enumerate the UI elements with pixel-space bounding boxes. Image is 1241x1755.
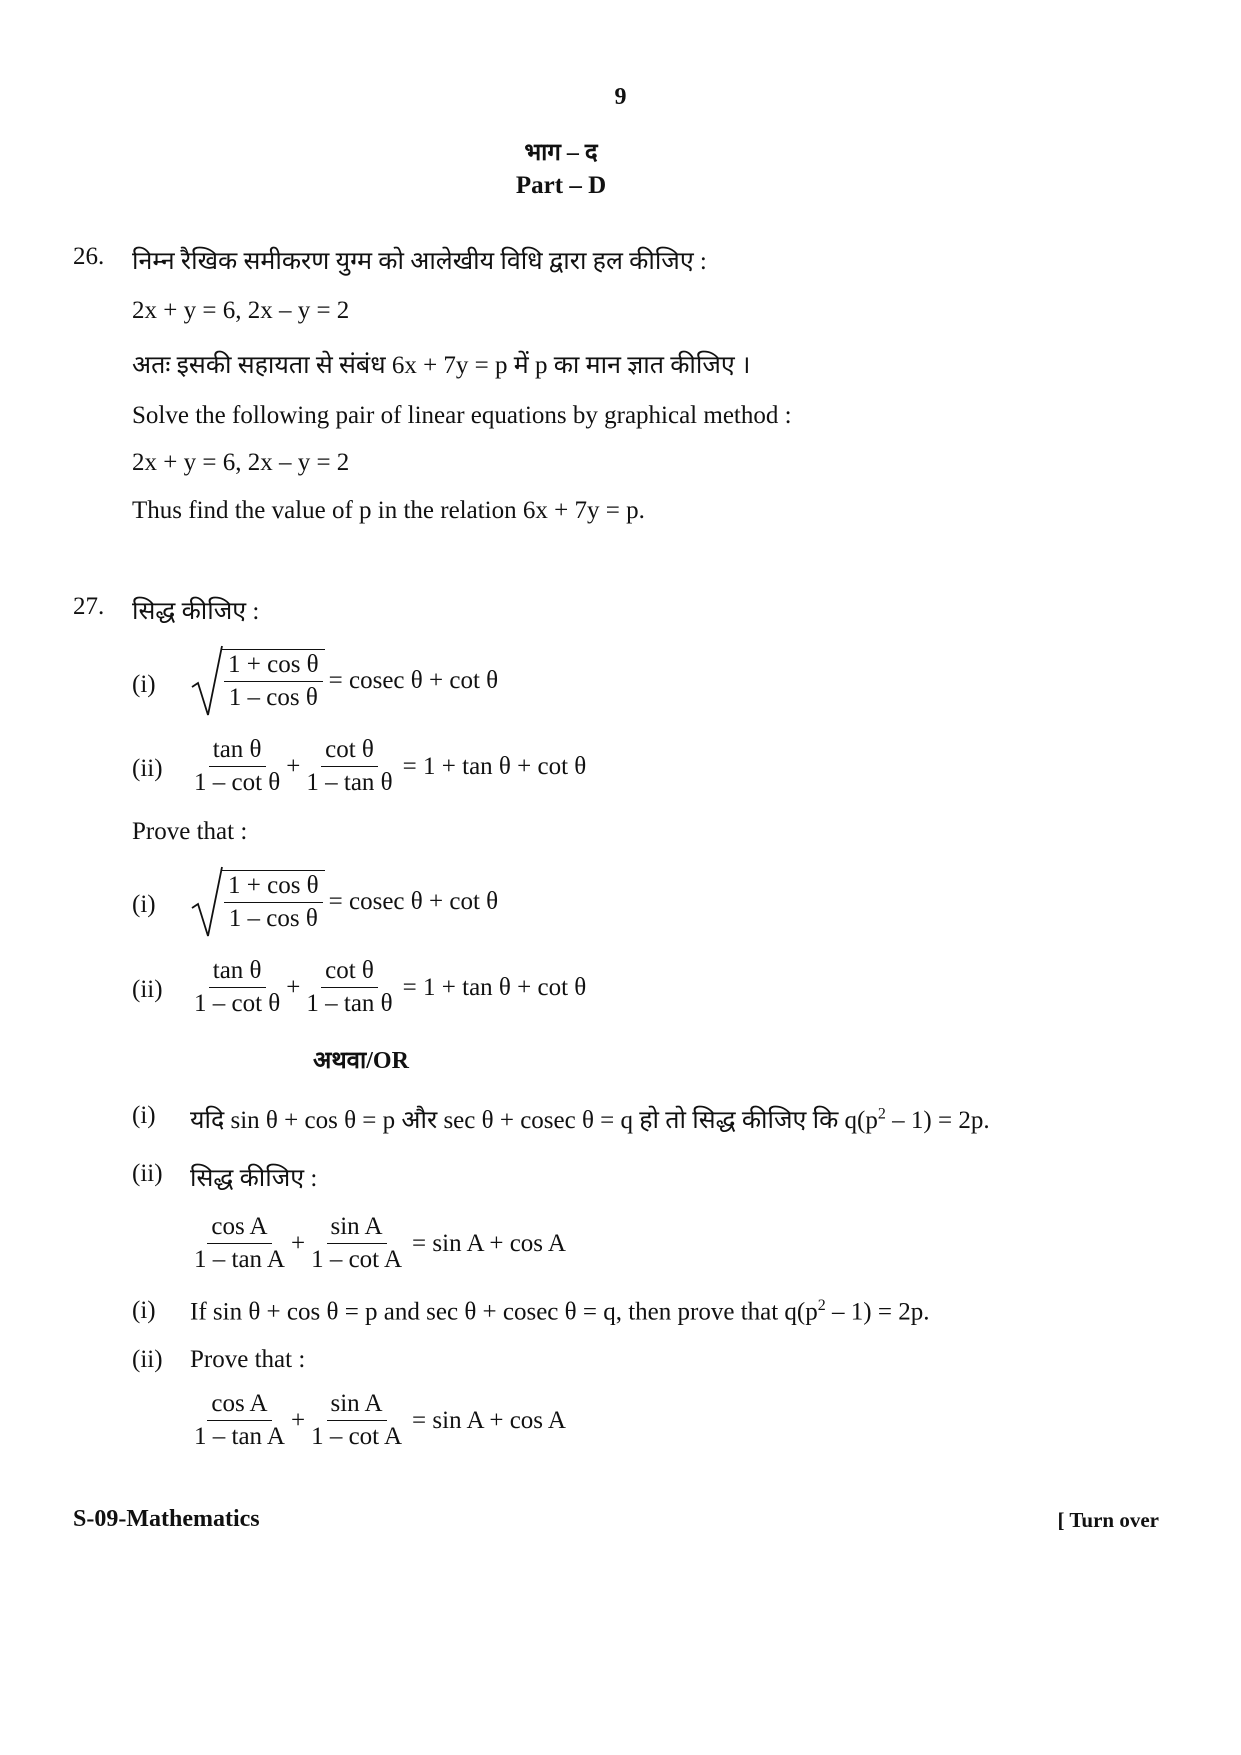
- part-heading-hindi: भाग – द: [524, 140, 598, 166]
- fraction-numerator: cot θ: [321, 735, 378, 767]
- footer-subject-code: S-09-Mathematics: [73, 1506, 260, 1532]
- fraction-numerator: tan θ: [209, 735, 266, 767]
- statement-text: यदि sin θ + cos θ = p और sec θ + cosec θ = q हो तो सिद्ध कीजिए कि q(p: [190, 1107, 878, 1134]
- superscript: 2: [877, 1105, 886, 1123]
- or-hindi-label-i: (i): [132, 1102, 156, 1129]
- fraction: [224, 871, 323, 934]
- fraction-denominator: 1 – cot A: [311, 1246, 403, 1273]
- fraction-denominator: 1 – cot A: [311, 1423, 403, 1450]
- q26-hindi-instruction: निम्न रैखिक समीकरण युग्म को आलेखीय विधि द्वारा हल कीजिए :: [132, 248, 707, 275]
- radical-sign-icon: [190, 866, 224, 938]
- q27-english-label-ii: (ii): [132, 976, 163, 1003]
- fraction: [307, 1212, 406, 1275]
- fraction: [190, 1389, 289, 1452]
- fraction-denominator: 1 – tan A: [194, 1246, 285, 1273]
- fraction-denominator: 1 – cos θ: [228, 905, 318, 932]
- fraction: [190, 956, 284, 1019]
- fraction: [302, 735, 396, 798]
- or-separator: अथवा/OR: [313, 1048, 409, 1074]
- q26-relation-english: 6x + 7y = p: [522, 497, 639, 524]
- fraction-denominator: 1 – cot θ: [194, 990, 281, 1017]
- statement-text-end: – 1) = 2p.: [885, 1107, 990, 1134]
- radical-sign-icon: [190, 645, 224, 717]
- footer-turn-over: [ Turn over: [1057, 1508, 1159, 1532]
- q26-hindi-find-post: में p का मान ज्ञात कीजिए ।: [507, 352, 751, 379]
- fraction-numerator: cos A: [207, 1389, 271, 1421]
- q26-hindi-find-pre: अतः इसकी सहायता से संबंध: [132, 352, 392, 379]
- statement-text-end: – 1) = 2p.: [825, 1298, 930, 1326]
- q26-equations-english: 2x + y = 6, 2x – y = 2: [132, 449, 350, 476]
- fraction-numerator: cos A: [207, 1212, 271, 1244]
- identity-rhs: = 1 + tan θ + cot θ: [402, 752, 587, 780]
- question-27-number: 27.: [73, 593, 105, 620]
- identity-rhs: = sin A + cos A: [412, 1229, 566, 1257]
- fraction-numerator: cot θ: [321, 956, 378, 988]
- fraction-numerator: tan θ: [209, 956, 266, 988]
- q26-english-instruction: Solve the following pair of linear equations by graphical method :: [132, 402, 792, 429]
- q26-english-find: [132, 497, 645, 525]
- q26-english-find-pre: Thus find the value of p in the relation: [132, 497, 523, 524]
- question-26-number: 26.: [73, 243, 105, 270]
- identity-rhs: = 1 + tan θ + cot θ: [402, 973, 587, 1001]
- q26-equations-hindi: 2x + y = 6, 2x – y = 2: [132, 297, 350, 324]
- fraction-numerator: 1 + cos θ: [224, 650, 323, 682]
- or-english-label-i: (i): [132, 1297, 156, 1324]
- fraction-numerator: sin A: [327, 1212, 387, 1244]
- q27-hindi-identity-ii: [188, 735, 586, 798]
- part-heading-english: Part – D: [515, 172, 607, 199]
- q27-hindi-prove: सिद्ध कीजिए :: [132, 598, 260, 625]
- square-root: [190, 645, 325, 717]
- plus-sign: +: [290, 1406, 306, 1434]
- fraction-denominator: 1 – cos θ: [228, 684, 318, 711]
- fraction-numerator: sin A: [327, 1389, 387, 1421]
- plus-sign: +: [286, 973, 301, 1001]
- q27-english-label-i: (i): [132, 891, 156, 918]
- q26-relation: 6x + 7y = p: [391, 352, 508, 379]
- fraction-denominator: 1 – tan θ: [306, 769, 393, 796]
- q27-english-identity-ii: [188, 956, 586, 1019]
- identity-rhs: = cosec θ + cot θ: [328, 667, 499, 694]
- or-hindi-label-ii: (ii): [132, 1160, 163, 1187]
- page-number: 9: [614, 84, 627, 110]
- fraction-denominator: 1 – cot θ: [194, 769, 281, 796]
- fraction: [302, 956, 396, 1019]
- q26-hindi-find: [132, 347, 750, 381]
- q27-hindi-label-ii: (ii): [132, 755, 163, 782]
- square-root: [190, 866, 325, 938]
- plus-sign: +: [286, 752, 301, 780]
- or-english-prove: Prove that :: [190, 1346, 306, 1373]
- fraction: [224, 650, 323, 713]
- or-hindi-statement-i: [190, 1102, 990, 1136]
- fraction: [190, 1212, 289, 1275]
- or-english-identity: [188, 1389, 566, 1452]
- q27-hindi-label-i: (i): [132, 671, 156, 698]
- statement-text: If sin θ + cos θ = p and sec θ + cosec θ = q, then prove that q(p: [190, 1298, 818, 1326]
- q27-english-prove: Prove that :: [132, 818, 248, 845]
- fraction-numerator: 1 + cos θ: [224, 871, 323, 903]
- superscript: 2: [817, 1297, 826, 1314]
- or-hindi-identity: [188, 1212, 566, 1275]
- q26-english-find-post: .: [638, 497, 645, 524]
- plus-sign: +: [290, 1229, 306, 1257]
- or-hindi-prove: सिद्ध कीजिए :: [190, 1165, 318, 1192]
- fraction: [190, 735, 284, 798]
- fraction-denominator: 1 – tan θ: [306, 990, 393, 1017]
- fraction: [307, 1389, 406, 1452]
- q27-hindi-identity-i: [190, 645, 498, 717]
- identity-rhs: = cosec θ + cot θ: [328, 888, 499, 915]
- fraction-denominator: 1 – tan A: [194, 1423, 285, 1450]
- or-english-label-ii: (ii): [132, 1346, 163, 1373]
- identity-rhs: = sin A + cos A: [412, 1406, 566, 1434]
- or-english-statement-i: [190, 1297, 929, 1326]
- q27-english-identity-i: [190, 866, 498, 938]
